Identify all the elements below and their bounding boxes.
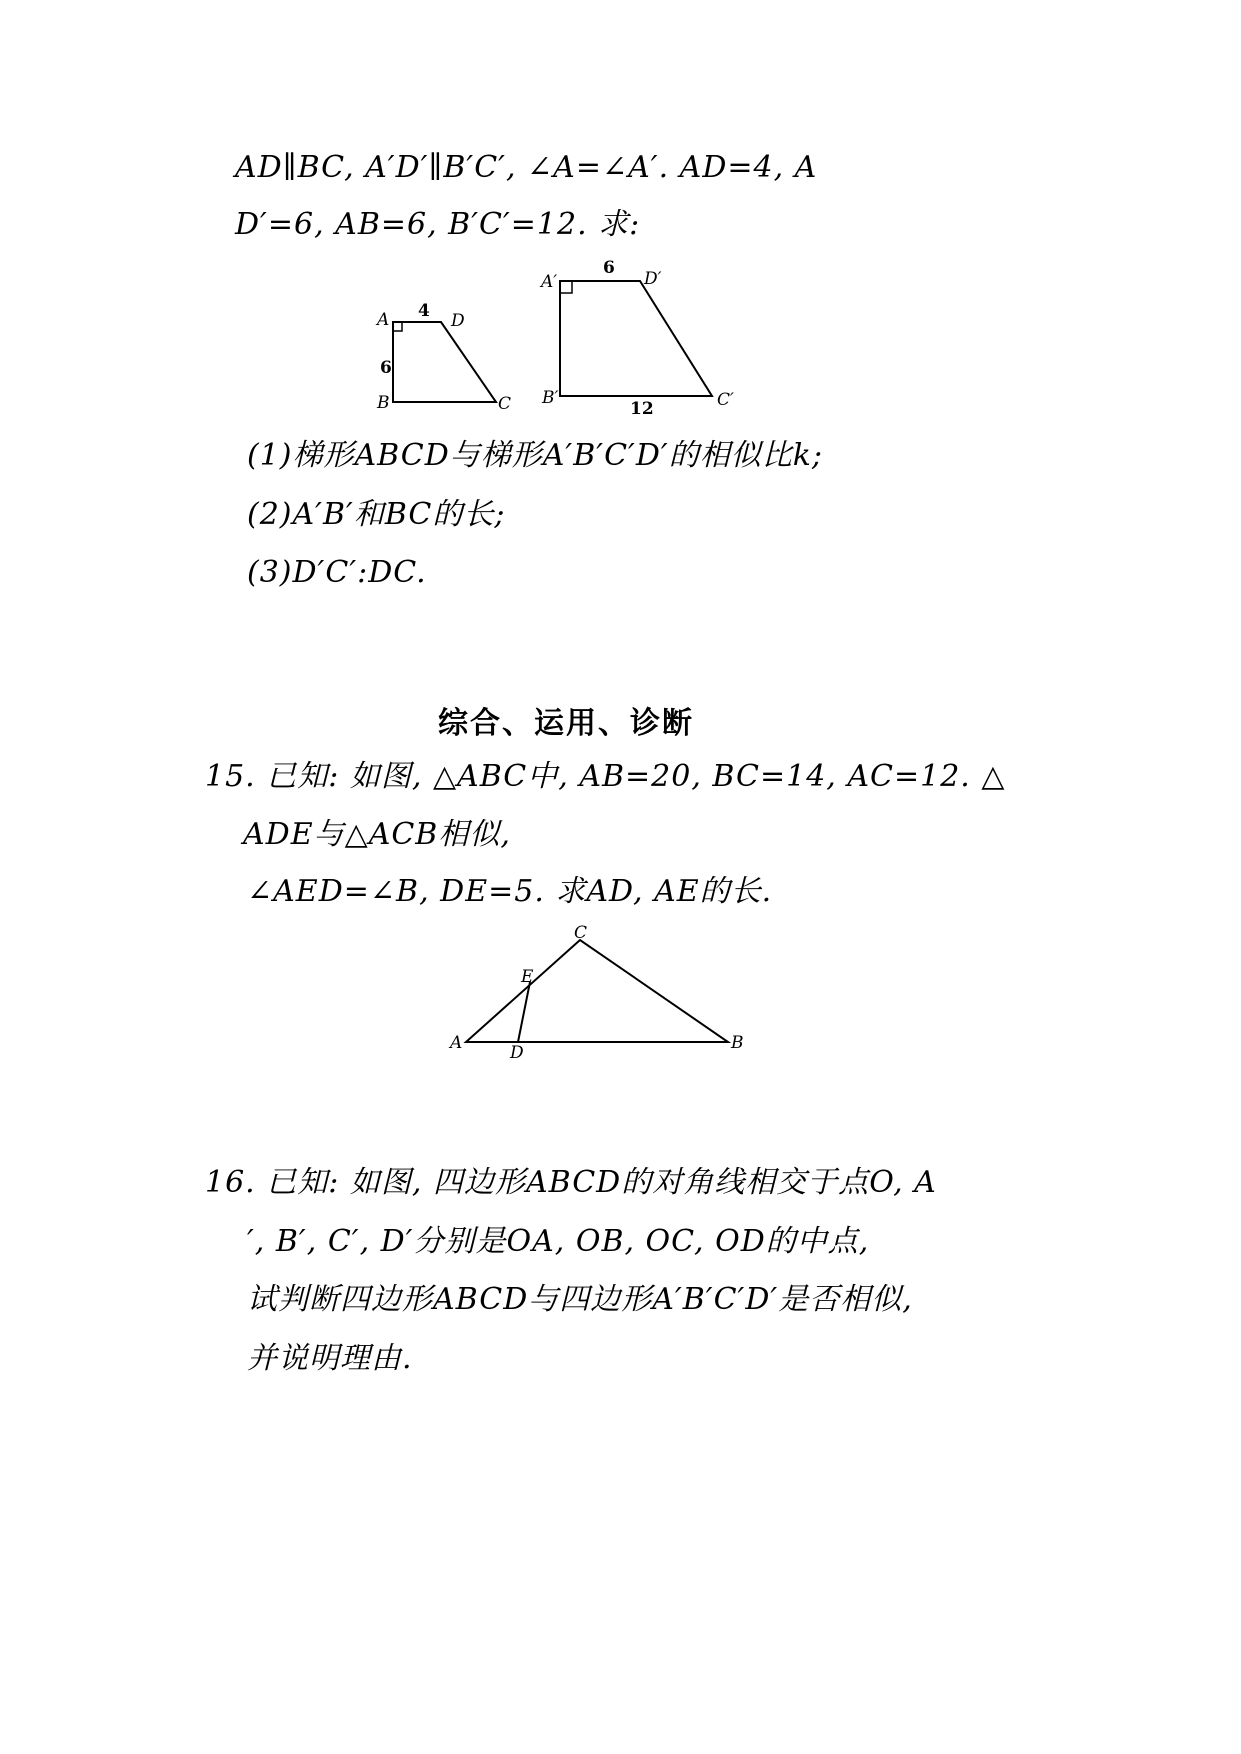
label-small-B: B xyxy=(377,393,390,413)
label-small-A: A xyxy=(377,310,390,330)
label-tri-E: E xyxy=(521,967,534,987)
problem16-line4: 并说明理由. xyxy=(247,1341,413,1376)
problem16-line3: 试判断四边形ABCD与四边形A′B′C′D′是否相似, xyxy=(247,1282,913,1317)
label-tri-D: D xyxy=(510,1043,524,1063)
small-right-angle-mark xyxy=(393,322,402,331)
large-right-angle-mark xyxy=(560,281,572,293)
label-large-B: B′ xyxy=(542,388,559,408)
label-small-D: D xyxy=(451,311,465,331)
problem16-line2: ′, B′, C′, D′分别是OA, OB, OC, OD的中点, xyxy=(247,1224,870,1259)
label-small-AD: 4 xyxy=(418,301,430,321)
label-tri-A: A xyxy=(450,1033,463,1053)
triangle-ABC xyxy=(466,940,728,1042)
problem15-line2: ADE与△ACB相似, xyxy=(243,817,511,852)
problem14-line1: AD∥BC, A′D′∥B′C′, ∠A=∠A′. AD=4, A xyxy=(235,150,818,185)
section-title: 综合、运用、诊断 xyxy=(438,706,694,741)
label-large-D: D′ xyxy=(644,269,662,289)
problem16-line1: 16. 已知: 如图, 四边形ABCD的对角线相交于点O, A xyxy=(205,1165,937,1200)
large-trapezoid xyxy=(560,281,712,396)
problem14-question1: (1)梯形ABCD与梯形A′B′C′D′的相似比k; xyxy=(247,438,824,473)
problem14-line2: D′=6, AB=6, B′C′=12. 求: xyxy=(235,207,641,242)
problem15-line1: 15. 已知: 如图, △ABC中, AB=20, BC=14, AC=12. △ xyxy=(205,759,1006,794)
triangle-figure xyxy=(0,920,1241,1070)
label-large-A: A′ xyxy=(541,272,558,292)
label-large-AD: 6 xyxy=(603,258,615,278)
label-large-C: C′ xyxy=(717,390,734,410)
small-trapezoid xyxy=(393,322,496,402)
problem15-line3: ∠AED=∠B, DE=5. 求AD, AE的长. xyxy=(247,874,773,909)
label-large-BC: 12 xyxy=(630,399,654,419)
problem14-question2: (2)A′B′和BC的长; xyxy=(247,497,506,532)
trapezoid-figure xyxy=(0,255,1241,455)
label-tri-B: B xyxy=(731,1033,744,1053)
problem14-question3: (3)D′C′:DC. xyxy=(247,555,427,590)
label-small-AB: 6 xyxy=(380,358,392,378)
label-tri-C: C xyxy=(574,923,588,943)
label-small-C: C xyxy=(498,394,512,414)
